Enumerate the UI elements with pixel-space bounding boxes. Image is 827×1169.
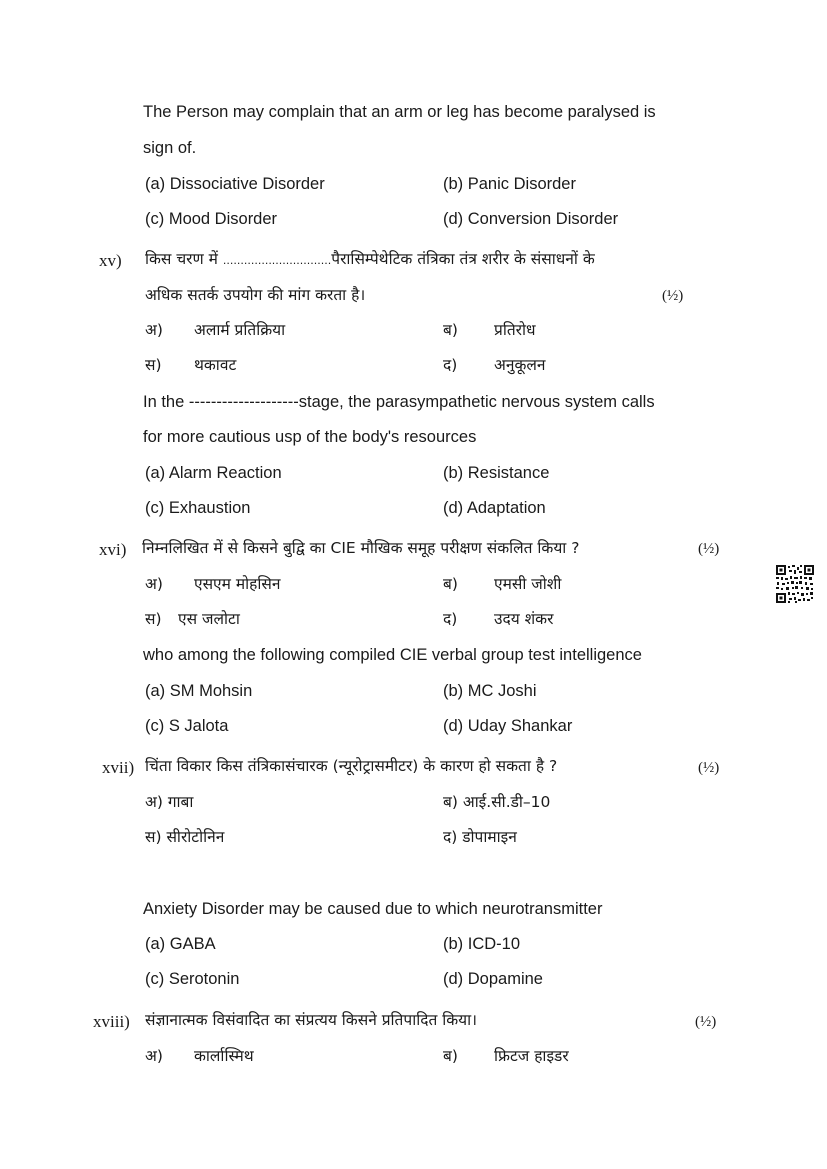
q16-hi-opt-b: एमसी जोशी: [494, 575, 562, 593]
q15-hi-line1-start: किस चरण में: [145, 250, 218, 268]
q15-option-a: (a) Alarm Reaction: [145, 464, 282, 482]
q18-hi-opt-b: फ्रिटज हाइडर: [494, 1047, 569, 1065]
q16-number: xvi): [99, 540, 127, 559]
q15-option-d: (d) Adaptation: [443, 499, 546, 517]
q17-hi-line1: चिंता विकार किस तंत्रिकासंचारक (न्यूरोट्रासमीटर) के कारण हो सकता है ?: [145, 757, 558, 775]
q14-option-b: (b) Panic Disorder: [443, 175, 576, 193]
q16-option-b: (b) MC Joshi: [443, 682, 537, 700]
q16-hi-line1: निम्नलिखित में से किसने बुद्वि का CIE मौखिक समूह परीक्षण संकलित किया ?: [142, 539, 580, 557]
q17-option-d: (d) Dopamine: [443, 970, 543, 988]
q16-hi-opt-a-label: अ): [145, 575, 163, 593]
q16-hi-opt-b-label: ब): [443, 575, 458, 593]
q15-blank: ...............................: [222, 254, 332, 267]
q17-hi-opt-a: अ) गाबा: [145, 793, 194, 811]
q16-hi-opt-d-label: द): [443, 610, 458, 628]
q18-hi-opt-a: कार्लास्मिथ: [194, 1047, 254, 1065]
q15-option-b: (b) Resistance: [443, 464, 550, 482]
q18-hi-opt-b-label: ब): [443, 1047, 458, 1065]
q15-hi-opt-d: अनुकूलन: [494, 356, 546, 374]
q18-marks: (½): [695, 1014, 717, 1030]
q16-option-c: (c) S Jalota: [145, 717, 229, 735]
qr-code-icon: [776, 565, 814, 603]
q18-hi-line1: संज्ञानात्मक विसंवादित का संप्रत्यय किसने प्रतिपादित किया।: [145, 1011, 478, 1029]
q15-hi-line1-end: पैरासिम्पेथेटिक तंत्रिका तंत्र शरीर के संसाधनों के: [331, 250, 595, 268]
q15-marks: (½): [662, 288, 684, 304]
q17-hi-opt-d: द) डोपामाइन: [443, 828, 517, 846]
q15-option-c: (c) Exhaustion: [145, 499, 251, 517]
q16-hi-opt-d: उदय शंकर: [494, 610, 554, 628]
q18-number: xviii): [93, 1012, 130, 1031]
q15-en-line1: In the --------------------stage, the parasympathetic nervous system calls: [143, 393, 655, 411]
q14-en-line2: sign of.: [143, 139, 197, 157]
q15-hi-opt-c: थकावट: [194, 356, 237, 374]
q14-option-d: (d) Conversion Disorder: [443, 210, 619, 228]
q15-hi-opt-c-label: स): [145, 356, 162, 374]
q15-hi-opt-b: प्रतिरोध: [494, 321, 536, 339]
q16-hi-opt-a: एसएम मोहसिन: [194, 575, 281, 593]
q15-en-line2: for more cautious usp of the body's resources: [143, 428, 477, 446]
q17-option-b: (b) ICD-10: [443, 935, 521, 953]
q16-en-line1: who among the following compiled CIE verbal group test intelligence: [143, 646, 642, 664]
q15-hi-line1: [145, 248, 595, 272]
q17-hi-opt-b: ब) आई.सी.डी–10: [443, 793, 551, 811]
q16-marks: (½): [698, 541, 720, 557]
q14-en-line1: The Person may complain that an arm or leg has become paralysed is: [143, 103, 656, 121]
q17-hi-opt-c: स) सीरोटोनिन: [145, 828, 225, 846]
q15-hi-opt-a: अलार्म प्रतिक्रिया: [194, 321, 286, 339]
q15-hi-line2: अधिक सतर्क उपयोग की मांग करता है।: [145, 286, 366, 304]
q14-option-a: (a) Dissociative Disorder: [145, 175, 325, 193]
q17-option-c: (c) Serotonin: [145, 970, 240, 988]
q16-option-a: (a) SM Mohsin: [145, 682, 253, 700]
q16-hi-opt-c: एस जलोटा: [178, 610, 240, 628]
q17-marks: (½): [698, 760, 720, 776]
q17-option-a: (a) GABA: [145, 935, 216, 953]
q15-number: xv): [99, 251, 122, 270]
q16-option-d: (d) Uday Shankar: [443, 717, 573, 735]
q16-hi-opt-c-label: स): [145, 610, 162, 628]
q18-hi-opt-a-label: अ): [145, 1047, 163, 1065]
q17-number: xvii): [102, 758, 135, 777]
q15-hi-opt-b-label: ब): [443, 321, 458, 339]
q17-en-line1: Anxiety Disorder may be caused due to which neurotransmitter: [143, 900, 603, 918]
q15-hi-opt-a-label: अ): [145, 321, 163, 339]
q14-option-c: (c) Mood Disorder: [145, 210, 278, 228]
q15-hi-opt-d-label: द): [443, 356, 458, 374]
